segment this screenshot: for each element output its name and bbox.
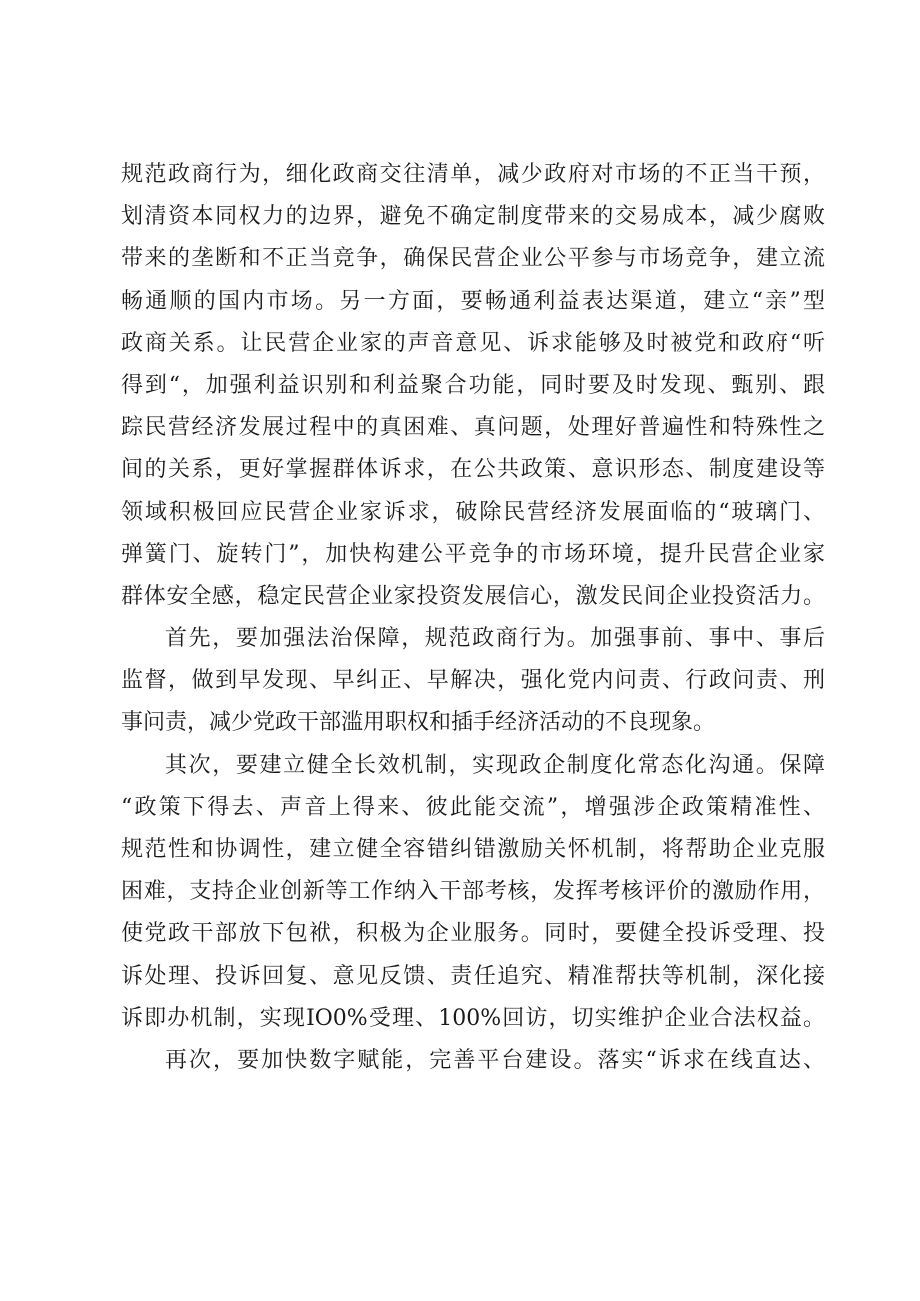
text-line: 间的关系，更好掌握群体诉求，在公共政策、意识形态、制度建设等: [121, 457, 825, 483]
document-body: [121, 154, 825, 1082]
text-line: 诉处理、投诉回复、意见反馈、责任追究、精准帮扶等机制，深化接: [121, 963, 825, 989]
text-line: 划清资本同权力的边界，避免不确定制度带来的交易成本，减少腐败: [121, 204, 825, 230]
text-line: 得到“，加强利益识别和利益聚合功能，同时要及时发现、甄别、跟: [121, 372, 825, 398]
text-line: 踪民营经济发展过程中的真困难、真问题，处理好普遍性和特殊性之: [121, 415, 825, 441]
text-line: 群体安全感，稳定民营企业家投资发展信心，激发民间企业投资活力。: [121, 583, 825, 609]
text-line: 困难，支持企业创新等工作纳入干部考核，发挥考核评价的激励作用，: [121, 879, 825, 905]
text-line: 再次，要加快数字赋能，完善平台建设。落实“诉求在线直达、: [165, 1047, 825, 1073]
text-line: 畅通顺的国内市场。另一方面，要畅通利益表达渠道，建立“亲”型: [121, 288, 825, 314]
text-line: 诉即办机制，实现IO0%受理、100%回访，切实维护企业合法权益。: [121, 1005, 825, 1031]
text-line: 其次，要建立健全长效机制，实现政企制度化常态化沟通。保障: [165, 752, 825, 778]
paragraph: [121, 618, 825, 745]
text-line: “政策下得去、声音上得来、彼此能交流”，增强涉企政策精准性、: [121, 794, 825, 820]
paragraph: [121, 1040, 825, 1082]
text-line: 监督，做到早发现、早纠正、早解决，强化党内问责、行政问责、刑: [121, 668, 825, 694]
text-line: 政商关系。让民营企业家的声音意见、诉求能够及时被党和政府“听: [121, 330, 825, 356]
text-line: 领域积极回应民营企业家诉求，破除民营经济发展面临的“玻璃门、: [121, 499, 825, 525]
text-line: 使党政干部放下包袱，积极为企业服务。同时，要健全投诉受理、投: [121, 921, 825, 947]
text-line: 事问责，减少党政干部滥用职权和插手经济活动的不良现象。: [121, 710, 716, 736]
text-line: 弹簧门、旋转门”，加快构建公平竞争的市场环境，提升民营企业家: [121, 541, 825, 567]
text-line: 带来的垄断和不正当竞争，确保民营企业公平参与市场竞争，建立流: [121, 246, 825, 272]
text-line: 首先，要加强法治保障，规范政商行为。加强事前、事中、事后: [165, 626, 825, 652]
text-line: 规范性和协调性，建立健全容错纠错激励关怀机制，将帮助企业克服: [121, 837, 825, 862]
paragraph: [121, 154, 825, 618]
text-line: 规范政商行为，细化政商交往清单，减少政府对市场的不正当干预，: [121, 162, 825, 187]
paragraph: [121, 745, 825, 1040]
